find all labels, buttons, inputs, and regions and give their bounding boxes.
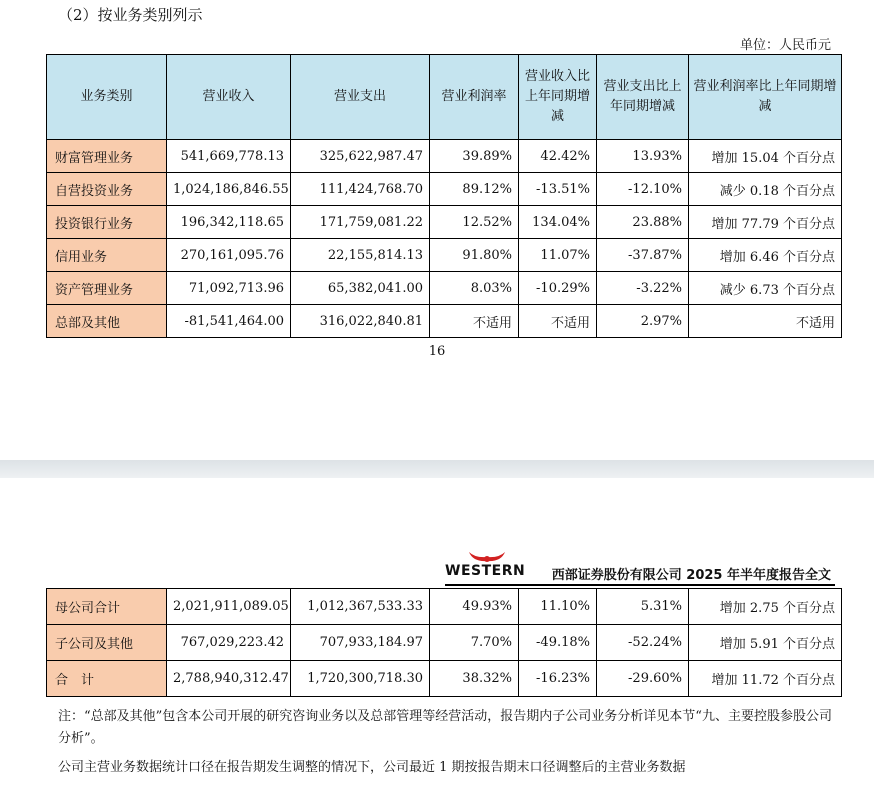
row-exp-change: -3.22%: [597, 272, 689, 305]
row-margin: 89.12%: [430, 173, 519, 206]
bull-horns-icon: [467, 550, 507, 564]
table-row: [47, 589, 842, 625]
row-expense: 171,759,081.22: [291, 206, 430, 239]
row-margin: 91.80%: [430, 239, 519, 272]
row-rev-change: 不适用: [519, 305, 597, 338]
row-margin-change: 增加 5.91 个百分点: [689, 625, 842, 661]
table-row: [47, 140, 842, 173]
row-revenue: 2,788,940,312.47: [167, 661, 291, 697]
report-title: 西部证券股份有限公司 2025 年半年度报告全文: [551, 568, 831, 583]
row-rev-change: -49.18%: [519, 625, 597, 661]
table-row: [47, 173, 842, 206]
row-margin-change: 减少 0.18 个百分点: [689, 173, 842, 206]
row-margin-change: 增加 6.46 个百分点: [689, 239, 842, 272]
western-logo: [445, 563, 525, 579]
report-header: [445, 563, 831, 584]
row-revenue: 71,092,713.96: [167, 272, 291, 305]
row-margin-change: 增加 2.75 个百分点: [689, 589, 842, 625]
table-row: [47, 305, 842, 338]
row-category: 资产管理业务: [47, 272, 167, 305]
row-exp-change: 23.88%: [597, 206, 689, 239]
row-exp-change: 2.97%: [597, 305, 689, 338]
row-category: 母公司合计: [47, 589, 167, 625]
page-break: [0, 460, 874, 478]
row-rev-change: 11.07%: [519, 239, 597, 272]
row-expense: 65,382,041.00: [291, 272, 430, 305]
row-expense: 316,022,840.81: [291, 305, 430, 338]
row-exp-change: -12.10%: [597, 173, 689, 206]
row-revenue: -81,541,464.00: [167, 305, 291, 338]
row-expense: 325,622,987.47: [291, 140, 430, 173]
unit-label: 单位：人民币元: [739, 38, 831, 53]
header-exp-change: 营业支出比上年同期增减: [597, 55, 689, 140]
row-margin: 39.89%: [430, 140, 519, 173]
row-margin-change: 增加 77.79 个百分点: [689, 206, 842, 239]
row-margin: 不适用: [430, 305, 519, 338]
header-revenue: 营业收入: [167, 55, 291, 140]
row-category: 信用业务: [47, 239, 167, 272]
row-exp-change: 5.31%: [597, 589, 689, 625]
table-row: [47, 272, 842, 305]
row-rev-change: -13.51%: [519, 173, 597, 206]
row-expense: 1,720,300,718.30: [291, 661, 430, 697]
row-rev-change: -10.29%: [519, 272, 597, 305]
business-table: [46, 54, 842, 338]
summary-table: [46, 588, 842, 697]
row-margin: 8.03%: [430, 272, 519, 305]
row-rev-change: 11.10%: [519, 589, 597, 625]
row-margin-change: 增加 11.72 个百分点: [689, 661, 842, 697]
row-category: 子公司及其他: [47, 625, 167, 661]
footnote-2: 公司主营业务数据统计口径在报告期发生调整的情况下，公司最近 1 期按报告期末口径调整后的主营业务数据: [58, 760, 686, 775]
row-margin-change: 减少 6.73 个百分点: [689, 272, 842, 305]
row-rev-change: 134.04%: [519, 206, 597, 239]
row-margin-change: 不适用: [689, 305, 842, 338]
row-revenue: 196,342,118.65: [167, 206, 291, 239]
row-margin: 7.70%: [430, 625, 519, 661]
header-margin-change: 营业利润率比上年同期增减: [689, 55, 842, 140]
row-category: 投资银行业务: [47, 206, 167, 239]
table-row: [47, 239, 842, 272]
table-row: [47, 661, 842, 697]
row-category: 自营投资业务: [47, 173, 167, 206]
row-rev-change: -16.23%: [519, 661, 597, 697]
row-rev-change: 42.42%: [519, 140, 597, 173]
header-margin: 营业利润率: [430, 55, 519, 140]
logo-text: WESTERN: [445, 563, 526, 579]
section-title: （2）按业务类别列示: [58, 6, 203, 24]
row-expense: 1,012,367,533.33: [291, 589, 430, 625]
header-rule: [445, 584, 835, 586]
row-margin: 12.52%: [430, 206, 519, 239]
table-row: [47, 206, 842, 239]
header-rev-change: 营业收入比上年同期增减: [519, 55, 597, 140]
row-category: 财富管理业务: [47, 140, 167, 173]
row-revenue: 541,669,778.13: [167, 140, 291, 173]
row-category: 合 计: [47, 661, 167, 697]
row-exp-change: -29.60%: [597, 661, 689, 697]
header-expense: 营业支出: [291, 55, 430, 140]
row-category: 总部及其他: [47, 305, 167, 338]
header-category: 业务类别: [47, 55, 167, 140]
row-expense: 707,933,184.97: [291, 625, 430, 661]
page-number: 16: [428, 344, 446, 359]
row-revenue: 767,029,223.42: [167, 625, 291, 661]
row-exp-change: 13.93%: [597, 140, 689, 173]
row-revenue: 1,024,186,846.55: [167, 173, 291, 206]
row-revenue: 2,021,911,089.05: [167, 589, 291, 625]
row-margin: 38.32%: [430, 661, 519, 697]
row-margin-change: 增加 15.04 个百分点: [689, 140, 842, 173]
row-revenue: 270,161,095.76: [167, 239, 291, 272]
row-margin: 49.93%: [430, 589, 519, 625]
footnote: 注：“总部及其他”包含本公司开展的研究咨询业务以及总部管理等经营活动，报告期内子公司业务分析详见本节“九、主要控股参股公司分析”。: [58, 709, 832, 746]
row-exp-change: -52.24%: [597, 625, 689, 661]
table-row: [47, 625, 842, 661]
row-exp-change: -37.87%: [597, 239, 689, 272]
row-expense: 111,424,768.70: [291, 173, 430, 206]
table-header-row: [47, 55, 842, 140]
row-expense: 22,155,814.13: [291, 239, 430, 272]
